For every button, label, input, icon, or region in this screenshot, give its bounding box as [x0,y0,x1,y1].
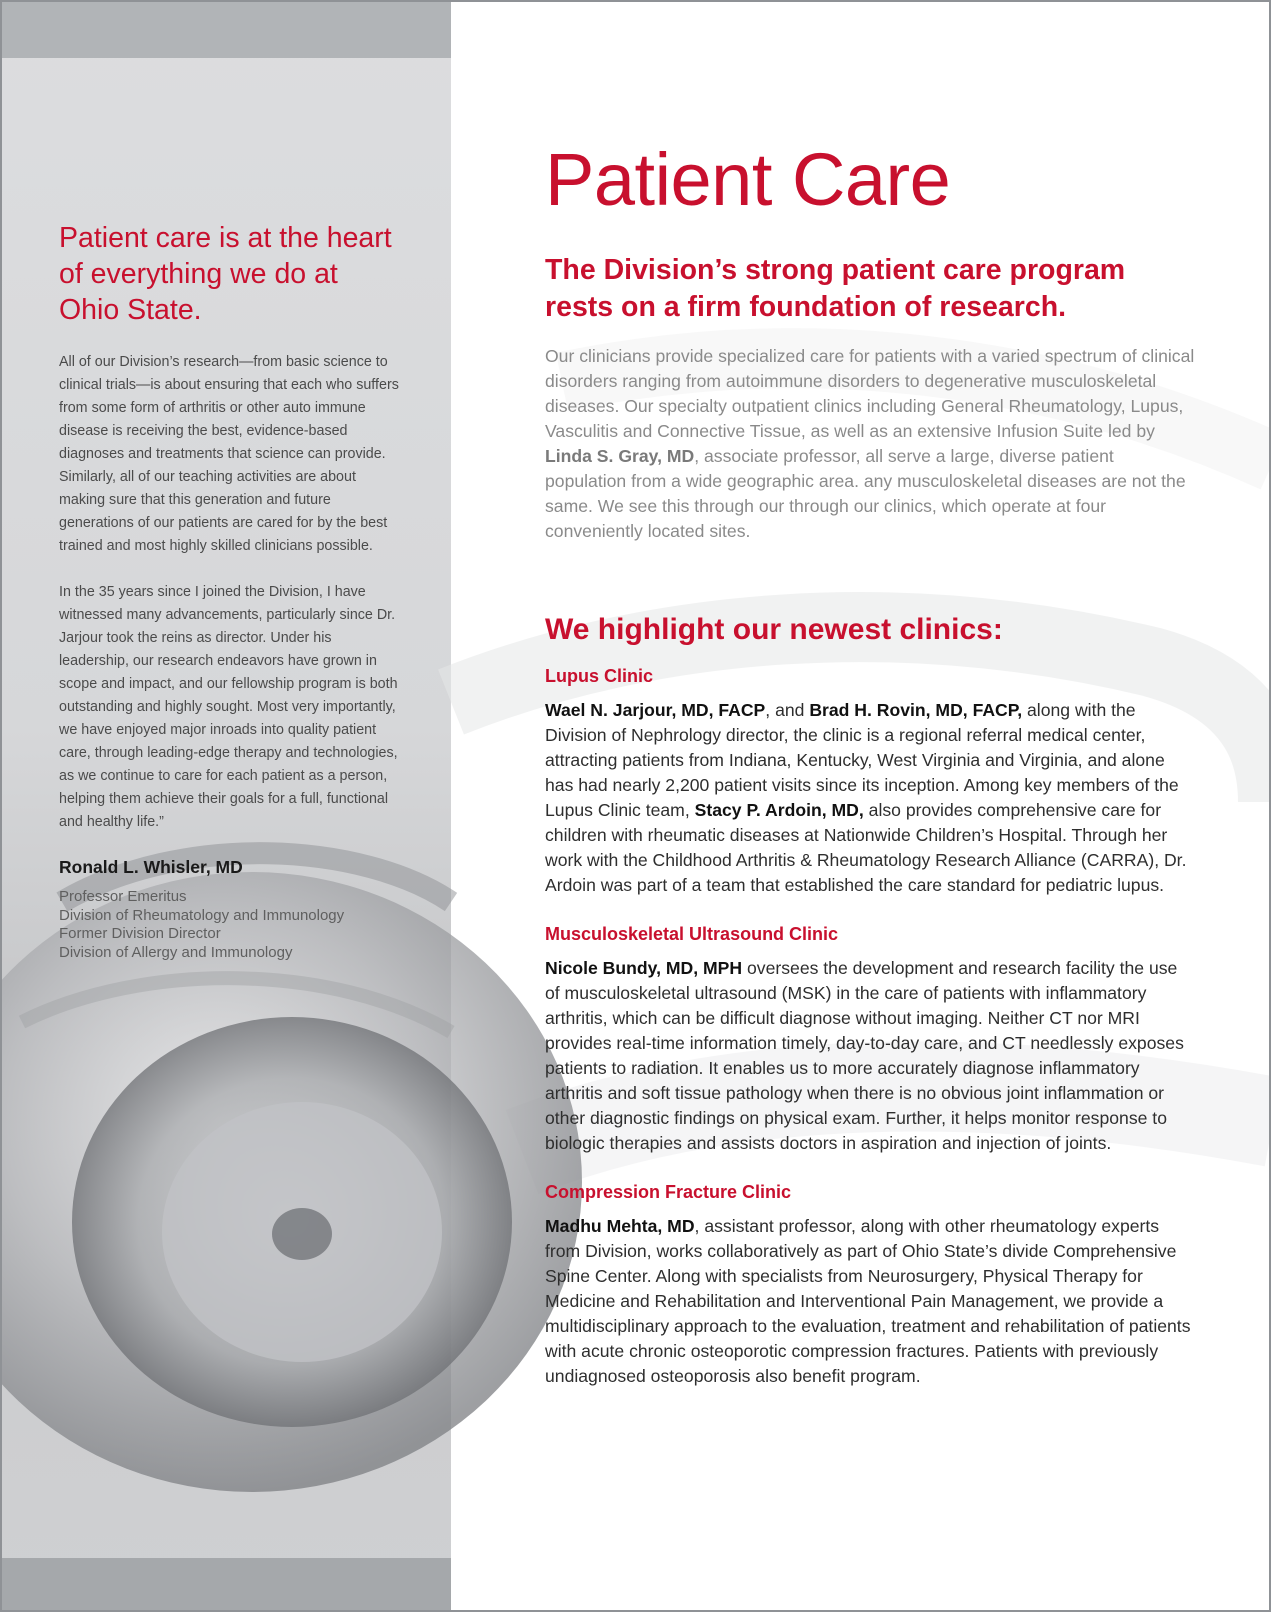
clinic-bold-name: Brad H. Rovin, MD, FACP, [809,700,1023,720]
left-column [59,220,404,962]
clinic-bold-name: Stacy P. Ardoin, MD, [694,800,864,820]
main-column [545,132,1195,1413]
signature-title-3: Former Division Director [59,925,221,942]
clinic-title: Compression Fracture Clinic [545,1182,792,1202]
clinic-bold-name: Wael N. Jarjour, MD, FACP [545,700,766,720]
clinic-bold-name: Nicole Bundy, MD, MPH [545,958,743,978]
clinic-title: Musculoskeletal Ultrasound Clinic [545,924,839,944]
clinic-text: , assistant professor, along with other rheumatology experts from Division, works collaboratively as part of Ohio State’s divide Comprehensive Spine Center. Along with specialists from Neurosurgery, Physical Therapy for Medicine and Rehabilitation and Interventional Pain Management, we provide a multidisciplinary approach to the evaluation, treatment and rehabilitation of patients with acute chronic osteoporotic compression fractures. Patients with previously undiagnosed osteoporosis also benefit program. [545,1216,1191,1386]
clinic-text: oversees the development and research facility the use of musculoskeletal ultrasound (MSK) in the care of patients with inflammatory arthritis, which can be difficult diagnose without imaging. Neither CT nor MRI provides real-time information timely, day-to-day care, and CT needlessly exposes patients to radiation. It enables us to more accurately diagnose inflammatory arthritis and soft tissue pathology when there is no obvious joint inflammation or other diagnostic findings on physical exam. Further, it helps monitor response to biologic therapies and assists doctors in aspiration and injection of joints. [545,958,1184,1153]
clinic-text: , and [765,700,810,720]
quote-paragraph-2: In the 35 years since I joined the Division, I have witnessed many advancements, particularly since Dr. Jarjour took the reins as director. Under his leadership, our research endeavors have grown in scope and impact, and our fellowship program is both outstanding and highly sought. Most very importantly, we have enjoyed major inroads into quality patient care, through leading-edge therapy and technologies, as we continue to care for each patient as a person, helping them achieve their goals for a full, functional and healthy life.” [59,584,398,830]
clinic-text: along with the Division of Nephrology director, the clinic is a regional referral medical center, attracting patients from Indiana, Kentucky, West Virginia and Virginia, and alone has had nearly 2,200 patient visits since its inception. Among key members of the Lupus Clinic team, [545,700,1179,820]
clinic-title: Lupus Clinic [545,666,653,686]
signature-title-4: Division of Allergy and Immunology [59,943,293,961]
intro-text-end: , associate professor, all serve a large, diverse patient population from a wide geographic area. any musculoskeletal diseases are not the same. We see this through our through our clinics, which operate at four conveniently located sites. [545,446,1186,541]
clinic-section-lupus [545,664,1195,898]
intro-paragraph [545,344,1195,544]
signature-name: Ronald L. Whisler, MD [59,857,243,877]
quote-paragraph-1: All of our Division’s research—from basic science to clinical trials—is about ensuring that each who suffers from some form of arthritis or other auto immune disease is receiving the best, evidence-based diagnoses and treatments that science can provide. Similarly, all of our teaching activities are about making sure that this generation and future generations of our patients are cared for by the best trained and most highly skilled clinicians possible. [59,354,399,554]
clinic-section-ultrasound [545,922,1195,1156]
signature-title-2: Division of Rheumatology and Immunology [59,906,345,924]
clinic-body [545,956,1195,1156]
clinic-section-compression-fracture [545,1180,1195,1389]
intro-bold-name: Linda S. Gray, MD [545,446,695,466]
clinic-body [545,1214,1195,1389]
clinic-body [545,698,1195,898]
page-title: Patient Care [545,138,951,221]
signature-title-1: Professor Emeritus [59,888,187,905]
pull-quote: Patient care is at the heart of everything we do at Ohio State. [59,222,392,326]
clinic-bold-name: Madhu Mehta, MD [545,1216,695,1236]
intro-text-start: Our clinicians provide specialized care for patients with a varied spectrum of clinical disorders ranging from autoimmune disorders to degenerative musculoskeletal diseases. Our specialty outpatient clinics including General Rheumatology, Lupus, Vasculitis and Connective Tissue, as well as an extensive Infusion Suite led by [545,346,1195,441]
page-subtitle: The Division’s strong patient care program rests on a firm foundation of research. [545,254,1126,323]
clinics-heading: We highlight our newest clinics: [545,613,1003,646]
clinic-text: also provides comprehensive care for children with rheumatic diseases at Nationwide Children’s Hospital. Through her work with the Childhood Arthritis & Rheumatology Research Alliance (CARRA), Dr. Ardoin was part of a team that established the care standard for pediatric lupus. [545,800,1187,895]
